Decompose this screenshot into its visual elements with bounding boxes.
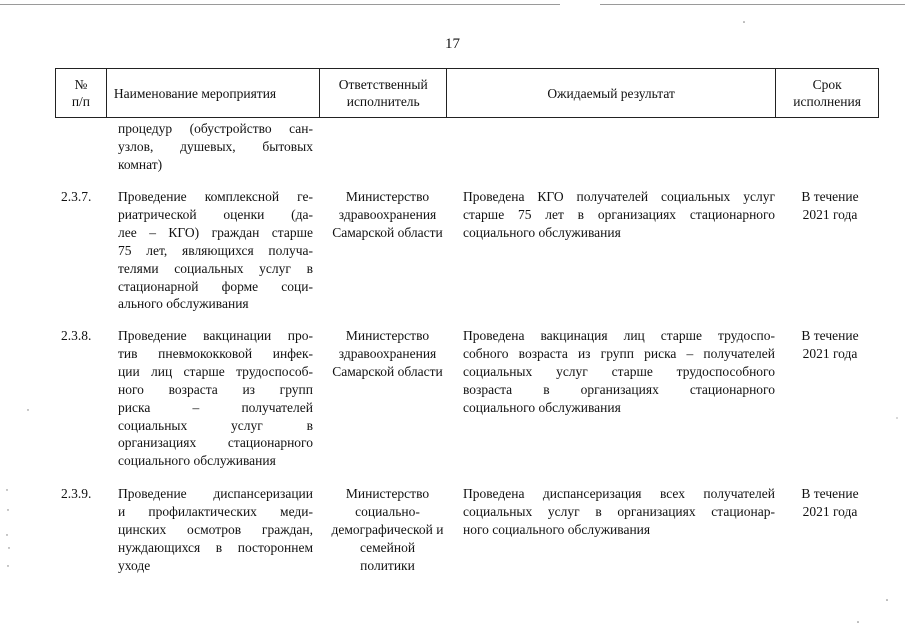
header-deadline-text: Срок исполнения bbox=[793, 77, 861, 109]
row-activity-name: Проведение комплексной ге- риатрической оценки (да- лее – КГО) граждан старше 75 лет, являющихся получа- телями социальных услуг в стационарной форме соци- ального обслуживания bbox=[118, 189, 313, 312]
row-responsible: Министерство социально- демографической и семейной политики bbox=[331, 486, 444, 573]
header-number-text: № п/п bbox=[71, 77, 91, 109]
header-responsible-text: Ответственный исполнитель bbox=[338, 77, 428, 109]
row-number: 2.3.7. bbox=[61, 189, 92, 204]
row-responsible: Министерство здравоохранения Самарской области bbox=[332, 189, 443, 240]
row-activity-name: Проведение вакцинации про- тив пневмококковой инфек- ции лиц старше трудоспособ- ного возраста из групп риска – получателей социальных услуг в организациях стационарного социального обслуживания bbox=[118, 328, 313, 469]
header-expected-result: Ожидаемый результат bbox=[447, 69, 776, 117]
row-deadline: В течение 2021 года bbox=[801, 486, 859, 519]
row-deadline: В течение 2021 года bbox=[801, 189, 859, 222]
row-deadline: В течение 2021 года bbox=[801, 328, 859, 361]
page-number: 17 bbox=[445, 36, 460, 52]
row-expected-result: Проведена вакцинация лиц старше трудоспо- собного возраста из групп риска – получателей социальных услуг старше трудоспособного возраста в организациях стационарного социального обслуживания bbox=[463, 328, 775, 415]
row-number: 2.3.9. bbox=[61, 486, 92, 501]
row-expected-result: Проведена диспансеризация всех получателей социальных услуг в организациях стационар- ного социального обслуживания bbox=[463, 486, 775, 537]
row-activity-name: Проведение диспансеризации и профилактических меди- цинских осмотров граждан, нуждающихся в постороннем уходе bbox=[118, 486, 313, 573]
row-expected-result: Проведена КГО получателей социальных услуг старше 75 лет в организациях стационарного социального обслуживания bbox=[463, 189, 775, 240]
row-number: 2.3.8. bbox=[61, 328, 92, 343]
row-responsible: Министерство здравоохранения Самарской области bbox=[332, 328, 443, 379]
header-activity-name: Наименование мероприятия bbox=[107, 69, 321, 117]
continuation-activity-name: процедур (обустройство сан- узлов, душевых, бытовых комнат) bbox=[118, 121, 313, 172]
